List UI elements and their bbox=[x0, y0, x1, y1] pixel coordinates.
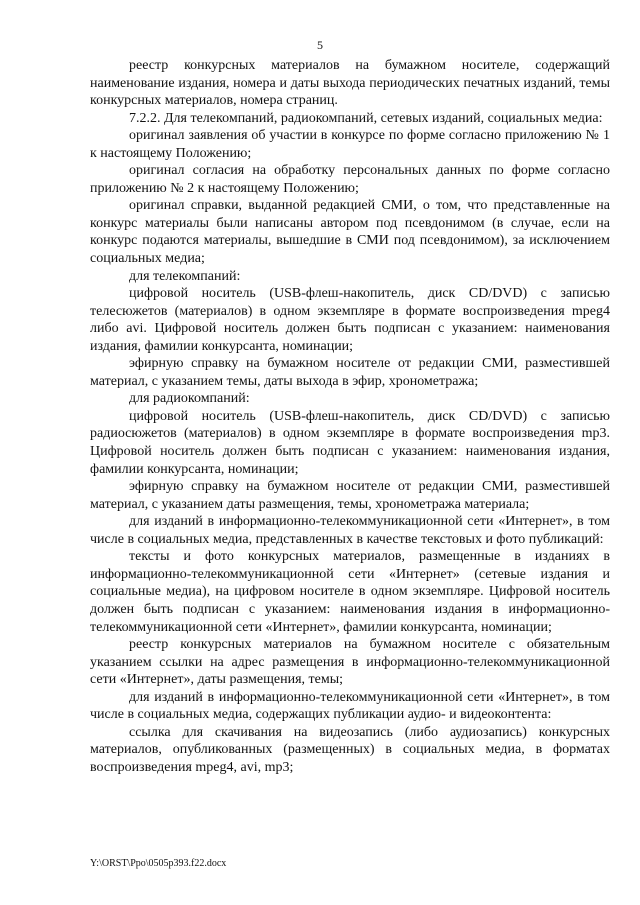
paragraph-tv-digital-media: цифровой носитель (USB-флеш-накопитель, диск CD/DVD) с записью телесюжетов (материалов) в одном экземпляре в формате воспроизведения mpeg4 либо avi. Цифровой носитель должен быть подписан с указанием: наименования издания, фамилии конкурсанта, номинации; bbox=[90, 286, 610, 354]
paragraph-internet-registry: реестр конкурсных материалов на бумажном носителе с обязательным указанием ссылки на адрес размещения в информационно-телекоммуникационной сети «Интернет», даты размещения, темы; bbox=[90, 637, 610, 688]
paragraph-application-original: оригинал заявления об участии в конкурсе по форме согласно приложению № 1 к настоящему Положению; bbox=[90, 128, 610, 161]
paragraph-internet-av-heading: для изданий в информационно-телекоммуникационной сети «Интернет», в том числе в социальных медиа, содержащих публикации аудио- и видеоконтента: bbox=[90, 689, 610, 723]
paragraph-download-link: ссылка для скачивания на видеозапись (либо аудиозапись) конкурсных материалов, опубликованных (размещенных) в социальных медиа, в форматах воспроизведения mpeg4, avi, mp3; bbox=[90, 724, 610, 775]
paragraph-internet-texts-photos: тексты и фото конкурсных материалов, размещенные в изданиях в информационно-телекоммуникационной сети «Интернет» (сетевые издания и социальные медиа), на цифровом носителе в одном экземпляре. Цифровой носитель должен быть подписан с указанием: наименования издания в информационно-телекоммуникационной сети «Интернет», фамилии конкурсанта, номинации; bbox=[90, 549, 610, 635]
paragraph-radio-heading: для радиокомпаний: bbox=[129, 391, 250, 407]
paragraph-registry-print: реестр конкурсных материалов на бумажном носителе, содержащий наименование издания, номера и даты выхода периодических печатных изданий, темы конкурсных материалов, номера страниц. bbox=[90, 58, 610, 109]
paragraph-consent-original: оригинал согласия на обработку персональных данных по форме согласно приложению № 2 к настоящему Положению; bbox=[90, 163, 610, 196]
paragraph-pseudonym-certificate: оригинал справки, выданной редакцией СМИ, о том, что представленные на конкурс материалы были написаны автором под псевдонимом (в случае, если на конкурс подаются материалы, вышедшие в СМИ под псевдонимом), за исключением социальных медиа; bbox=[90, 198, 610, 267]
paragraph-radio-broadcast-certificate: эфирную справку на бумажном носителе от редакции СМИ, разместившей материал, с указанием даты размещения, темы, хронометража материала; bbox=[90, 479, 610, 512]
paragraph-tv-broadcast-certificate: эфирную справку на бумажном носителе от редакции СМИ, разместившей материал, с указанием темы, даты выхода в эфир, хронометража; bbox=[90, 356, 610, 389]
footer-file-path: Y:\ORST\Ppo\0505p393.f22.docx bbox=[90, 858, 227, 869]
page-number: 5 bbox=[317, 38, 323, 52]
paragraph-tv-heading: для телекомпаний: bbox=[129, 268, 241, 284]
paragraph-section-7-2-2: 7.2.2. Для телекомпаний, радиокомпаний, сетевых изданий, социальных медиа: bbox=[129, 110, 603, 126]
paragraph-radio-digital-media: цифровой носитель (USB-флеш-накопитель, диск CD/DVD) с записью радиосюжетов (материалов) в одном экземпляре в формате воспроизведения mp3. Цифровой носитель должен быть подписан с указанием: наименования издания, фамилии конкурсанта, номинации; bbox=[90, 408, 610, 477]
document-body bbox=[90, 57, 610, 776]
paragraph-internet-text-heading: для изданий в информационно-телекоммуникационной сети «Интернет», в том числе в социальных медиа, представленных в качестве текстовых и фото публикаций: bbox=[90, 514, 610, 547]
